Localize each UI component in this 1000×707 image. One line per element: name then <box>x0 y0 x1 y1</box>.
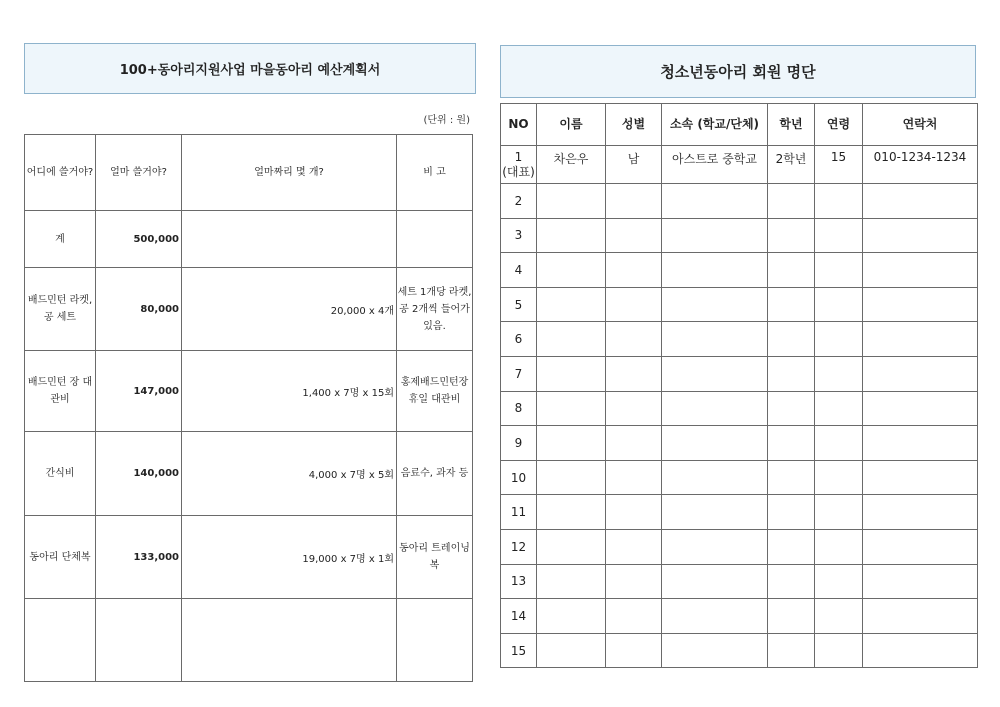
member-affiliation <box>662 495 768 530</box>
member-grade <box>768 356 815 391</box>
member-age: 15 <box>815 146 863 184</box>
member-name <box>537 426 606 461</box>
member-grade <box>768 599 815 634</box>
member-grade <box>768 322 815 357</box>
budget-empty-row <box>25 599 473 682</box>
budget-amount: 133,000 <box>96 516 182 599</box>
row-number: 2 <box>501 184 537 219</box>
member-gender <box>606 564 662 599</box>
member-affiliation: 아스트로 중학교 <box>662 146 768 184</box>
roster-row <box>501 391 978 426</box>
row-number: 13 <box>501 564 537 599</box>
member-gender <box>606 356 662 391</box>
row-number: 9 <box>501 426 537 461</box>
member-contact <box>863 287 978 322</box>
budget-title-text: 100+동아리지원사업 마을동아리 예산계획서 <box>119 63 381 78</box>
header-gender: 성별 <box>606 104 662 146</box>
member-name <box>537 495 606 530</box>
member-age <box>815 495 863 530</box>
roster-row <box>501 529 978 564</box>
roster-row <box>501 184 978 219</box>
member-grade <box>768 633 815 668</box>
member-name <box>537 633 606 668</box>
roster-row <box>501 146 978 184</box>
budget-calc: 19,000 x 7명 x 1회 <box>182 516 397 599</box>
member-grade <box>768 287 815 322</box>
roster-title-text: 청소년동아리 회원 명단 <box>660 63 816 81</box>
member-gender <box>606 495 662 530</box>
member-affiliation <box>662 633 768 668</box>
member-grade <box>768 495 815 530</box>
header-contact: 연락처 <box>863 104 978 146</box>
row-number: 10 <box>501 460 537 495</box>
member-affiliation <box>662 218 768 253</box>
member-age <box>815 356 863 391</box>
member-affiliation <box>662 529 768 564</box>
member-name <box>537 253 606 288</box>
header-note: 비 고 <box>397 135 473 211</box>
member-name <box>537 599 606 634</box>
total-label: 계 <box>25 211 96 268</box>
budget-note: 세트 1개당 라켓, 공 2개씩 들어가있음. <box>397 268 473 351</box>
member-grade <box>768 253 815 288</box>
roster-row <box>501 426 978 461</box>
member-name <box>537 391 606 426</box>
header-breakdown: 얼마짜리 몇 개? <box>182 135 397 211</box>
member-gender <box>606 599 662 634</box>
member-age <box>815 253 863 288</box>
member-age <box>815 599 863 634</box>
member-contact <box>863 184 978 219</box>
member-affiliation <box>662 460 768 495</box>
member-age <box>815 426 863 461</box>
row-number: 6 <box>501 322 537 357</box>
member-contact <box>863 633 978 668</box>
member-age <box>815 391 863 426</box>
total-amount: 500,000 <box>96 211 182 268</box>
budget-note: 음료수, 과자 등 <box>397 432 473 516</box>
row-number: 11 <box>501 495 537 530</box>
member-age <box>815 564 863 599</box>
row-number: 3 <box>501 218 537 253</box>
member-affiliation <box>662 184 768 219</box>
member-name <box>537 460 606 495</box>
unit-label: (단위 : 원) <box>423 115 470 126</box>
member-age <box>815 460 863 495</box>
roster-title <box>500 45 976 98</box>
member-grade <box>768 391 815 426</box>
row-number: 14 <box>501 599 537 634</box>
member-grade <box>768 564 815 599</box>
member-affiliation <box>662 426 768 461</box>
header-name: 이름 <box>537 104 606 146</box>
budget-title <box>24 43 476 94</box>
budget-header-row <box>25 135 473 211</box>
member-contact: 010-1234-1234 <box>863 146 978 184</box>
member-contact <box>863 253 978 288</box>
roster-row <box>501 564 978 599</box>
member-gender <box>606 633 662 668</box>
budget-table <box>24 134 473 682</box>
member-gender <box>606 529 662 564</box>
member-grade <box>768 218 815 253</box>
budget-amount: 147,000 <box>96 351 182 432</box>
budget-item: 배드민턴 장 대관비 <box>25 351 96 432</box>
budget-row <box>25 516 473 599</box>
member-name <box>537 322 606 357</box>
row-number-value: 1 <box>514 149 523 164</box>
member-contact <box>863 322 978 357</box>
total-note <box>397 211 473 268</box>
total-breakdown <box>182 211 397 268</box>
budget-total-row <box>25 211 473 268</box>
member-grade <box>768 529 815 564</box>
member-age <box>815 218 863 253</box>
member-affiliation <box>662 391 768 426</box>
member-gender <box>606 322 662 357</box>
row-number: 8 <box>501 391 537 426</box>
member-age <box>815 287 863 322</box>
member-name <box>537 356 606 391</box>
member-contact <box>863 495 978 530</box>
budget-amount: 140,000 <box>96 432 182 516</box>
member-contact <box>863 391 978 426</box>
member-name: 차은우 <box>537 146 606 184</box>
member-grade: 2학년 <box>768 146 815 184</box>
budget-note: 동아리 트레이닝복 <box>397 516 473 599</box>
row-number: 15 <box>501 633 537 668</box>
member-name <box>537 184 606 219</box>
roster-header-row <box>501 104 978 146</box>
member-contact <box>863 529 978 564</box>
header-how-much: 얼마 쓸거야? <box>96 135 182 211</box>
roster-row <box>501 599 978 634</box>
member-grade <box>768 460 815 495</box>
budget-calc: 20,000 x 4개 <box>182 268 397 351</box>
member-gender <box>606 253 662 288</box>
budget-item: 배드민턴 라켓, 공 세트 <box>25 268 96 351</box>
member-affiliation <box>662 322 768 357</box>
roster-row <box>501 356 978 391</box>
budget-item: 간식비 <box>25 432 96 516</box>
header-no: NO <box>501 104 537 146</box>
member-name <box>537 218 606 253</box>
member-affiliation <box>662 253 768 288</box>
member-gender <box>606 287 662 322</box>
member-name <box>537 529 606 564</box>
roster-row <box>501 218 978 253</box>
budget-note: 홍제배드민턴장 휴일 대관비 <box>397 351 473 432</box>
member-contact <box>863 564 978 599</box>
header-affiliation: 소속 (학교/단체) <box>662 104 768 146</box>
member-gender <box>606 218 662 253</box>
budget-calc: 1,400 x 7명 x 15회 <box>182 351 397 432</box>
member-name <box>537 287 606 322</box>
representative-label: (대표) <box>502 164 535 179</box>
member-gender <box>606 184 662 219</box>
member-contact <box>863 460 978 495</box>
member-affiliation <box>662 287 768 322</box>
budget-row <box>25 351 473 432</box>
row-number <box>501 146 537 184</box>
member-gender <box>606 460 662 495</box>
member-contact <box>863 218 978 253</box>
member-gender: 남 <box>606 146 662 184</box>
member-age <box>815 184 863 219</box>
member-grade <box>768 426 815 461</box>
roster-row <box>501 253 978 288</box>
roster-row <box>501 287 978 322</box>
member-age <box>815 322 863 357</box>
budget-row <box>25 432 473 516</box>
member-affiliation <box>662 564 768 599</box>
row-number: 7 <box>501 356 537 391</box>
budget-item: 동아리 단체복 <box>25 516 96 599</box>
member-affiliation <box>662 356 768 391</box>
roster-table <box>500 103 978 668</box>
member-gender <box>606 426 662 461</box>
member-affiliation <box>662 599 768 634</box>
row-number: 4 <box>501 253 537 288</box>
budget-calc: 4,000 x 7명 x 5회 <box>182 432 397 516</box>
roster-row <box>501 460 978 495</box>
member-name <box>537 564 606 599</box>
row-number: 5 <box>501 287 537 322</box>
member-gender <box>606 391 662 426</box>
roster-row <box>501 322 978 357</box>
member-grade <box>768 184 815 219</box>
roster-row <box>501 633 978 668</box>
header-age: 연령 <box>815 104 863 146</box>
budget-row <box>25 268 473 351</box>
member-contact <box>863 356 978 391</box>
member-age <box>815 529 863 564</box>
header-where: 어디에 쓸거야? <box>25 135 96 211</box>
header-grade: 학년 <box>768 104 815 146</box>
member-contact <box>863 599 978 634</box>
budget-amount: 80,000 <box>96 268 182 351</box>
roster-row <box>501 495 978 530</box>
member-age <box>815 633 863 668</box>
row-number: 12 <box>501 529 537 564</box>
member-contact <box>863 426 978 461</box>
